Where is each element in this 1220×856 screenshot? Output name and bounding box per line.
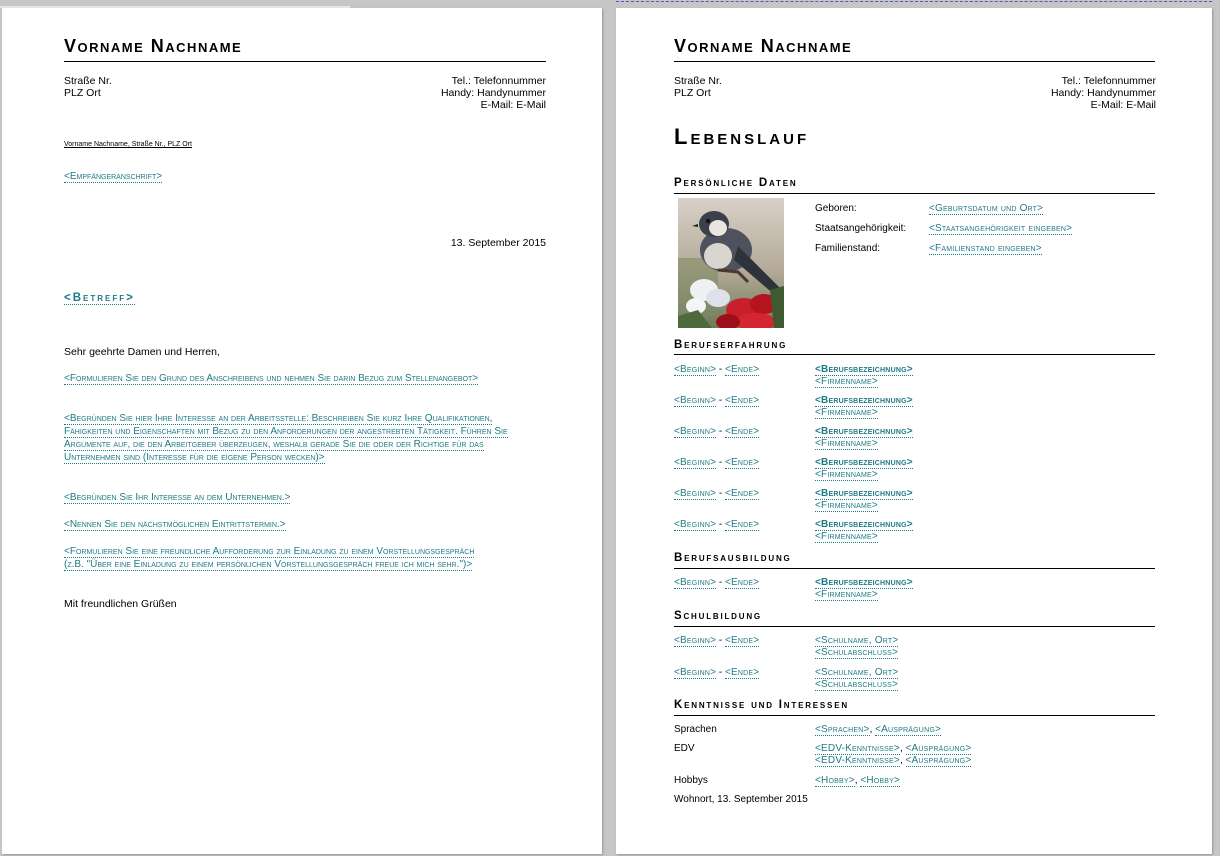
- marital-status-label: Familienstand:: [815, 243, 881, 254]
- profile-photo[interactable]: [678, 198, 784, 328]
- letter-city: PLZ Ort: [64, 87, 101, 99]
- training-details[interactable]: <Berufsbezeichnung> <Firmenname>: [815, 577, 913, 600]
- cv-street: Straße Nr.: [674, 75, 722, 87]
- letter-date: 13. September 2015: [450, 237, 546, 249]
- cv-city: PLZ Ort: [674, 87, 711, 99]
- cv-title: Lebenslauf: [674, 124, 810, 149]
- experience-details[interactable]: <Berufsbezeichnung> <Firmenname>: [815, 395, 913, 418]
- letter-header-rule: [64, 61, 546, 62]
- closing: Mit freundlichen Grüßen: [64, 598, 177, 610]
- experience-period[interactable]: <Beginn> - <Ende>: [674, 364, 760, 375]
- section-training: Berufsausbildung: [674, 552, 792, 564]
- school-details[interactable]: <Schulname, Ort> <Schulabschluss>: [815, 635, 899, 658]
- edv-value[interactable]: <EDV-Kenntnisse>, <Ausprägung> <EDV-Kenntnisse>, <Ausprägung>: [815, 743, 972, 766]
- born-label: Geboren:: [815, 203, 857, 214]
- paragraph-2[interactable]: <Begründen Sie hier Ihre Interesse an der Arbeitsstelle: Beschreiben Sie kurz Ihre Qualifikationen, Fähigkeiten und Eigenschaften mit Bezug zu den Anforderungen der angestrebten Tätigkeit. Führen Sie Argumente auf, die den Arbeitgeber überzeugen, weshalb gerade Sie die oder der Richtige für das Unternehmen sind (Interesse für die eigene Person wecken)>: [64, 413, 508, 463]
- marital-status-value[interactable]: <Familienstand eingeben>: [929, 243, 1042, 254]
- section-rule: [674, 715, 1155, 716]
- experience-period[interactable]: <Beginn> - <Ende>: [674, 457, 760, 468]
- experience-details[interactable]: <Berufsbezeichnung> <Firmenname>: [815, 457, 913, 480]
- letter-handy: Handy: Handynummer: [440, 87, 546, 99]
- section-school: Schulbildung: [674, 610, 762, 622]
- paragraph-4[interactable]: <Nennen Sie den nächstmöglichen Eintrittstermin.>: [64, 519, 286, 530]
- section-experience: Berufserfahrung: [674, 339, 788, 351]
- school-period[interactable]: <Beginn> - <Ende>: [674, 635, 760, 646]
- page-boundary-line: [616, 1, 1212, 2]
- experience-details[interactable]: <Berufsbezeichnung> <Firmenname>: [815, 426, 913, 449]
- cv-header-rule: [674, 61, 1155, 62]
- edv-label: EDV: [674, 743, 695, 754]
- salutation: Sehr geehrte Damen und Herren,: [64, 346, 220, 358]
- section-rule: [674, 193, 1155, 194]
- bird-photo-image: [678, 198, 784, 328]
- nationality-value[interactable]: <Staatsangehörigkeit eingeben>: [929, 223, 1073, 234]
- cv-email: E-Mail: E-Mail: [1090, 99, 1156, 111]
- experience-details[interactable]: <Berufsbezeichnung> <Firmenname>: [815, 488, 913, 511]
- section-rule: [674, 626, 1155, 627]
- letter-tel: Tel.: Telefonnummer: [451, 75, 546, 87]
- hobbies-value[interactable]: <Hobby>, <Hobby>: [815, 775, 901, 786]
- section-personal: Persönliche Daten: [674, 177, 798, 189]
- languages-value[interactable]: <Sprachen>, <Ausprägung>: [815, 724, 942, 735]
- cv-page: [616, 8, 1212, 854]
- subject-field[interactable]: <Betreff>: [64, 292, 135, 304]
- paragraph-3[interactable]: <Begründen Sie Ihr Interesse an dem Unternehmen.>: [64, 492, 291, 503]
- recipient-field[interactable]: <Empfängeranschrift>: [64, 171, 163, 182]
- training-period[interactable]: <Beginn> - <Ende>: [674, 577, 760, 588]
- experience-period[interactable]: <Beginn> - <Ende>: [674, 519, 760, 530]
- sender-line: Vorname Nachname, Straße Nr., PLZ Ort: [64, 141, 192, 148]
- paragraph-1[interactable]: <Formulieren Sie den Grund des Anschreibens und nehmen Sie darin Bezug zum Stellenangebot>: [64, 373, 479, 384]
- cv-name: Vorname Nachname: [674, 36, 853, 56]
- letter-street: Straße Nr.: [64, 75, 112, 87]
- school-period[interactable]: <Beginn> - <Ende>: [674, 667, 760, 678]
- hobbies-label: Hobbys: [674, 775, 708, 786]
- born-value[interactable]: <Geburtsdatum und Ort>: [929, 203, 1044, 214]
- letter-email: E-Mail: E-Mail: [480, 99, 546, 111]
- cv-tel: Tel.: Telefonnummer: [1061, 75, 1156, 87]
- cover-letter-page: [2, 8, 602, 854]
- letter-name: Vorname Nachname: [64, 36, 243, 56]
- experience-details[interactable]: <Berufsbezeichnung> <Firmenname>: [815, 364, 913, 387]
- experience-details[interactable]: <Berufsbezeichnung> <Firmenname>: [815, 519, 913, 542]
- section-skills: Kenntnisse und Interessen: [674, 699, 849, 711]
- experience-period[interactable]: <Beginn> - <Ende>: [674, 395, 760, 406]
- paragraph-5[interactable]: <Formulieren Sie eine freundliche Aufforderung zur Einladung zu einem Vorstellungsgespräch (z.B. "Über eine Einladung zu einem persönlichen Vorstellungsgespräch freue ich mich sehr.")>: [64, 546, 475, 570]
- section-rule: [674, 568, 1155, 569]
- section-rule: [674, 354, 1155, 355]
- experience-period[interactable]: <Beginn> - <Ende>: [674, 488, 760, 499]
- cv-handy: Handy: Handynummer: [1050, 87, 1156, 99]
- place-date: Wohnort, 13. September 2015: [674, 794, 808, 805]
- experience-period[interactable]: <Beginn> - <Ende>: [674, 426, 760, 437]
- languages-label: Sprachen: [674, 724, 717, 735]
- nationality-label: Staatsangehörigkeit:: [815, 223, 907, 234]
- school-details[interactable]: <Schulname, Ort> <Schulabschluss>: [815, 667, 899, 690]
